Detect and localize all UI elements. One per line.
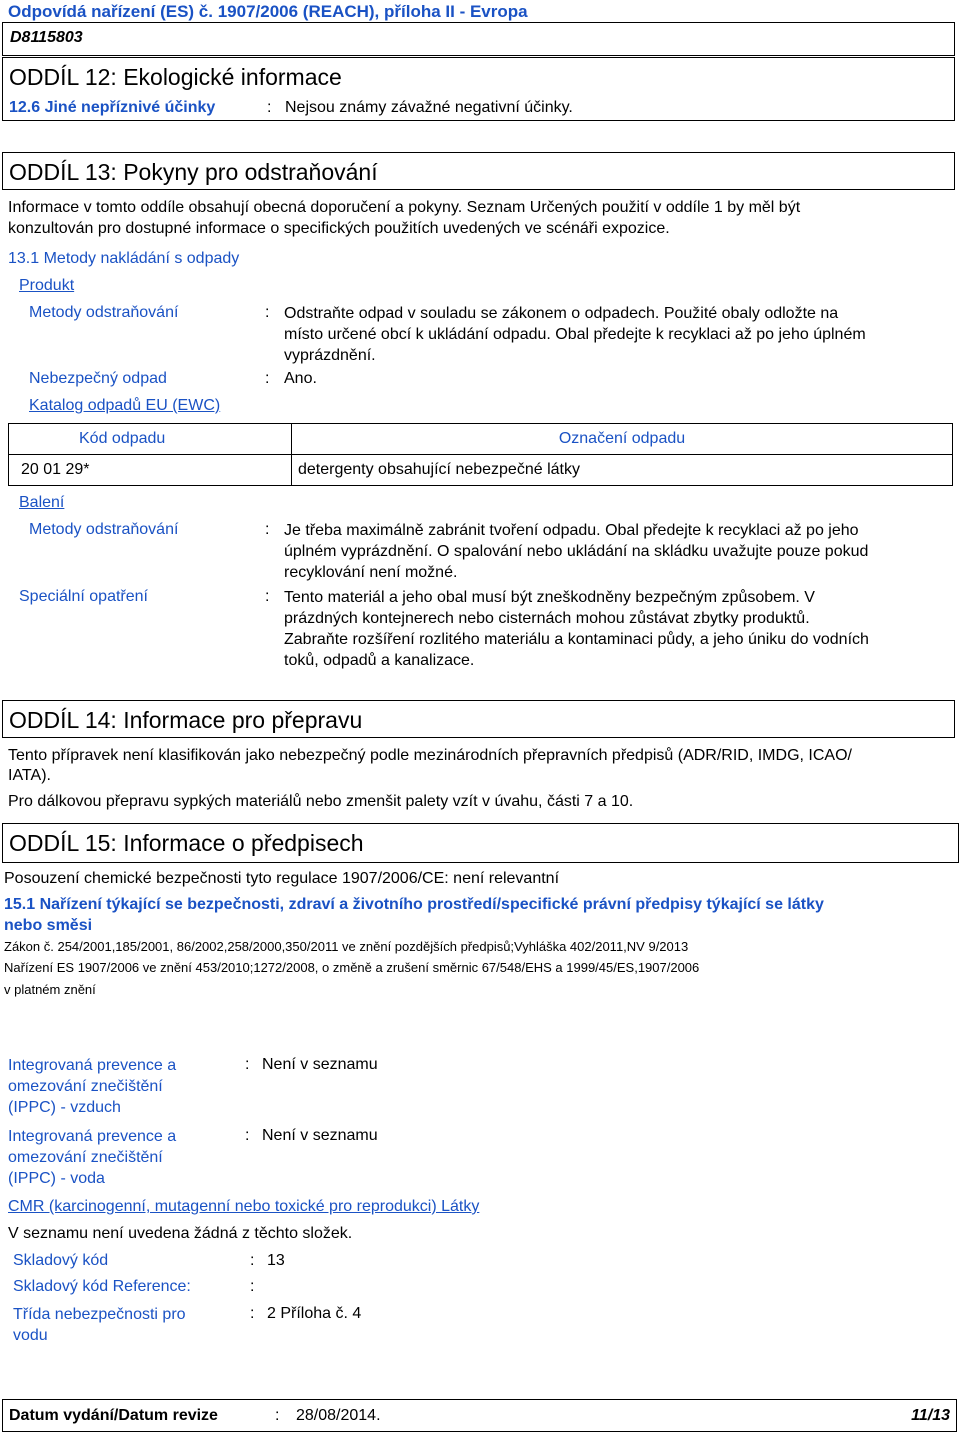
table-row <box>9 455 953 486</box>
ippc-air-label-line: (IPPC) - vzduch <box>8 1099 121 1116</box>
s15-subtitle-1: 15.1 Nařízení týkající se bezpečnosti, zdraví a životního prostředí/specifické právní předpisy týkající se látky <box>4 896 824 913</box>
chem-safety-assessment: Posouzení chemické bezpečnosti tyto regulace 1907/2006/CE: není relevantní <box>4 870 560 887</box>
ewc-catalog-label: Katalog odpadů EU (EWC) <box>29 397 221 414</box>
disposal-colon: : <box>265 304 270 321</box>
table-header-row <box>9 424 953 455</box>
hazardous-waste-value: Ano. <box>284 370 317 387</box>
ippc-water-colon: : <box>245 1127 250 1144</box>
ippc-water-label-line: omezování znečištění <box>8 1149 163 1166</box>
ewc-designation-cell: detergenty obsahující nebezpečné látky <box>292 455 953 486</box>
ewc-header-designation: Označení odpadu <box>292 424 953 455</box>
regulation-header: Odpovídá nařízení (ES) č. 1907/2006 (REACH), příloha II - Evropa <box>8 2 528 21</box>
ippc-air-value: Není v seznamu <box>262 1056 378 1073</box>
law-line-1: Zákon č. 254/2001,185/2001, 86/2002,258/2000,350/2011 ve znění pozdějších předpisů;Vyhláška 402/2011,NV 9/2013 <box>4 939 689 954</box>
section-15-title: ODDÍL 15: Informace o předpisech <box>9 830 364 856</box>
special-line: prázdných kontejnerech nebo cisternách mohou zůstávat zbytky produktů. <box>284 610 810 627</box>
pack-disposal-label: Metody odstraňování <box>29 521 179 538</box>
footer-date-value: 28/08/2014. <box>296 1407 381 1424</box>
hazardous-waste-label: Nebezpečný odpad <box>29 370 167 387</box>
ewc-table <box>8 423 953 486</box>
footer-box <box>2 1399 957 1432</box>
storage-ref-label: Skladový kód Reference: <box>13 1278 191 1295</box>
storage-ref-colon: : <box>250 1278 255 1295</box>
disposal-line: místo určené obcí k ukládání odpadu. Obal předejte k recyklaci až po jeho úplném <box>284 326 866 343</box>
storage-code-label: Skladový kód <box>13 1252 109 1269</box>
water-class-value: 2 Příloha č. 4 <box>267 1305 362 1322</box>
s14-line-3: Pro dálkovou přepravu sypkých materiálů nebo zmenšit palety vzít v úvahu, části 7 a 10. <box>8 793 634 810</box>
law-line-3: v platném znění <box>4 982 96 997</box>
special-line: Zabraňte rozšíření rozlitého materiálu a kontaminaci půdy, a jeho úniku do vodních <box>284 631 869 648</box>
section-15-header <box>2 823 959 863</box>
pack-disposal-line: úplném vyprázdnění. O spalování nebo ukládání na skládku uvažujte pouze pokud <box>284 543 869 560</box>
pack-disposal-text <box>284 520 868 583</box>
special-measures-text <box>284 587 869 671</box>
water-class-label-line: vodu <box>13 1327 48 1344</box>
page-number: 11/13 <box>911 1407 950 1424</box>
s14-line-2: IATA). <box>8 767 51 784</box>
s13-subtitle: 13.1 Metody nakládání s odpady <box>8 250 240 267</box>
ippc-air-label-line: omezování znečištění <box>8 1078 163 1095</box>
ippc-water-label-line: (IPPC) - voda <box>8 1170 105 1187</box>
ewc-header-code: Kód odpadu <box>9 424 292 455</box>
hazardous-colon: : <box>265 370 270 387</box>
section-12-box <box>2 57 955 121</box>
ippc-water-label <box>8 1126 176 1189</box>
s12-item-value: Nejsou známy závažné negativní účinky. <box>285 99 573 116</box>
water-class-colon: : <box>250 1305 255 1322</box>
s13-intro-2: konzultován pro dostupné informace o specifických použitích uvedených ve scénáři expozice. <box>8 220 670 237</box>
cmr-title: CMR (karcinogenní, mutagenní nebo toxické pro reprodukci) Látky <box>8 1198 480 1215</box>
pack-disposal-line: recyklování není možné. <box>284 564 458 581</box>
cmr-value: V seznamu není uvedena žádná z těchto složek. <box>8 1225 353 1242</box>
section-14-header <box>2 700 955 738</box>
s13-intro-1: Informace v tomto oddíle obsahují obecná doporučení a pokyny. Seznam Určených použití v oddíle 1 by měl být <box>8 199 801 216</box>
special-measures-label: Speciální opatření <box>19 588 148 605</box>
water-class-label <box>13 1304 186 1346</box>
doc-code: D8115803 <box>10 29 83 46</box>
disposal-line: vyprázdnění. <box>284 347 376 364</box>
storage-code-colon: : <box>250 1252 255 1269</box>
disposal-label: Metody odstraňování <box>29 304 179 321</box>
water-class-label-line: Třída nebezpečnosti pro <box>13 1306 186 1323</box>
footer-date-label: Datum vydání/Datum revize <box>9 1407 218 1424</box>
product-heading: Produkt <box>19 277 75 294</box>
disposal-text <box>284 303 866 366</box>
ippc-water-value: Není v seznamu <box>262 1127 378 1144</box>
special-line: Tento materiál a jeho obal musí být zneškodněny bezpečným způsobem. V <box>284 589 815 606</box>
packaging-heading: Balení <box>19 494 65 511</box>
pack-disposal-line: Je třeba maximálně zabránit tvoření odpadu. Obal předejte k recyklaci až po jeho <box>284 522 859 539</box>
ippc-water-label-line: Integrovaná prevence a <box>8 1128 177 1145</box>
footer-colon: : <box>275 1407 280 1424</box>
ewc-code-cell: 20 01 29* <box>9 455 292 486</box>
s14-line-1: Tento přípravek není klasifikován jako nebezpečný podle mezinárodních přepravních předpisů (ADR/RID, IMDG, ICAO/ <box>8 747 852 764</box>
ippc-air-colon: : <box>245 1056 250 1073</box>
section-13-header <box>2 152 955 190</box>
disposal-line: Odstraňte odpad v souladu se zákonem o odpadech. Použité obaly odložte na <box>284 305 839 322</box>
special-colon: : <box>265 588 270 605</box>
s15-subtitle-2: nebo směsi <box>4 917 93 934</box>
storage-code-value: 13 <box>267 1252 285 1269</box>
pack-disposal-colon: : <box>265 521 270 538</box>
section-14-title: ODDÍL 14: Informace pro přepravu <box>9 707 363 733</box>
ippc-air-label-line: Integrovaná prevence a <box>8 1057 177 1074</box>
section-13-title: ODDÍL 13: Pokyny pro odstraňování <box>9 159 378 185</box>
ippc-air-label <box>8 1055 176 1118</box>
s12-item-label: 12.6 Jiné nepříznivé účinky <box>9 99 216 116</box>
section-12-title: ODDÍL 12: Ekologické informace <box>9 64 342 90</box>
special-line: toků, odpadů a kanalizace. <box>284 652 475 669</box>
doc-code-box <box>2 22 955 56</box>
s12-colon: : <box>267 99 272 116</box>
law-line-2: Nařízení ES 1907/2006 ve znění 453/2010;1272/2008, o změně a zrušení směrnic 67/548/EHS a 1999/45/ES,1907/2006 <box>4 960 700 975</box>
